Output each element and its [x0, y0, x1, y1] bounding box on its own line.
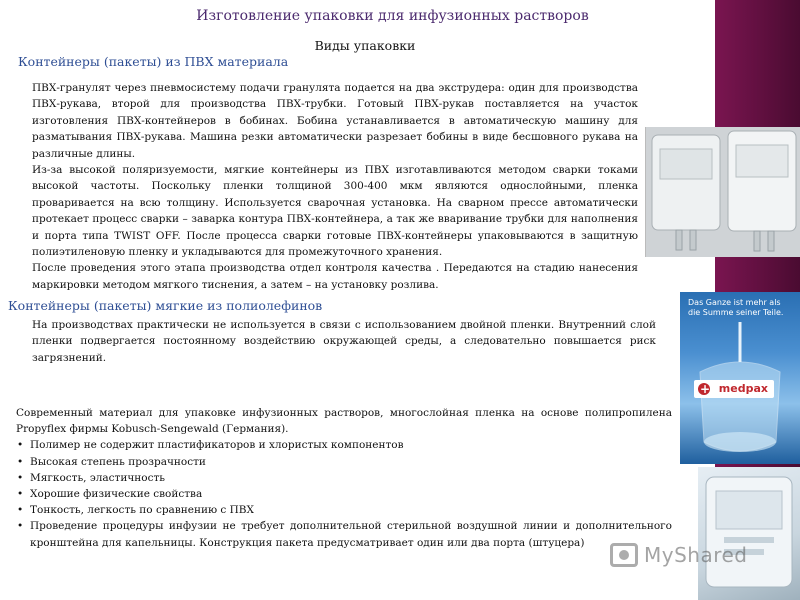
bullet-item: • Проведение процедуры инфузии не требует дополнительной стерильной воздушной линии и дополнительного кронштейна для капельницы. Конструкция пакета предусматривает один или два порта (штуцера) [16, 518, 672, 550]
medpax-advert-photo [680, 292, 800, 464]
modern-material-block [16, 405, 672, 551]
pvc-paragraph: Из-за высокой поляризуемости, мягкие контейнеры из ПВХ изготавливаются методом сварки токами высокой частоты. Поскольку пленки толщиной 300-400 мкм являются однослойными, пленка проваривается на всю толщину. Используется сварочная установка. На сварном прессе автоматически протекает процесс сварки – заварка контура ПВХ-контейнера, а так же вваривание трубки для наполнения и порта типа TWIST OFF. После процесса сварки готовые ПВХ-контейнеры упаковываются в защитную полиэтиленовую пленку и укладываются для промежуточного хранения. [32, 164, 638, 259]
pvc-bags-photo [645, 127, 800, 257]
pvc-text [32, 80, 638, 293]
red-cross-icon [698, 383, 710, 395]
bullet-item: • Полимер не содержит пластификаторов и хлористых компонентов [16, 437, 672, 453]
infusion-bag-photo [698, 467, 800, 600]
pvc-heading: Контейнеры (пакеты) из ПВХ материала [18, 54, 289, 69]
watermark-text: MyShared [644, 543, 748, 567]
polyolefin-text [32, 317, 656, 366]
modern-bullet-list [16, 437, 672, 550]
medpax-caption: Das Ganze ist mehr als die Summe seiner Teile. [688, 298, 784, 317]
medpax-logo-text: medpax [718, 382, 768, 395]
watermark [610, 540, 748, 570]
slide-title: Изготовление упаковки для инфузионных растворов [196, 8, 589, 24]
bullet-item: • Тонкость, легкость по сравнению с ПВХ [16, 502, 672, 518]
pvc-paragraph: После проведения этого этапа производства отдел контроля качества . Передаются на стадию нанесения маркировки методом мягкого тиснения, а затем – на установку розлива. [32, 262, 638, 291]
bullet-item: • Хорошие физические свойства [16, 486, 672, 502]
polyolefin-paragraph: На производствах практически не используется в связи с использованием двойной пленки. Внутренний слой пленки подвергается постоянному воздействию окружающей среды, а следовательно повышается риск загрязнений. [32, 319, 656, 364]
bullet-item: • Высокая степень прозрачности [16, 454, 672, 470]
slide-subtitle: Виды упаковки [314, 38, 416, 53]
iv-bags-illustration [646, 127, 800, 257]
modern-intro: Современный материал для упаковке инфузионных растворов, многослойная пленка на основе полипропилена Propyflex фирмы Kobusch-Sengewald (Германия). [16, 407, 672, 436]
polyolefin-heading: Контейнеры (пакеты) мягкие из полиолефинов [8, 298, 323, 313]
projector-icon [610, 543, 638, 567]
medpax-logo [694, 380, 774, 398]
pvc-paragraph: ПВХ-гранулят через пневмосистему подачи гранулята подается на два экструдера: один для производства ПВХ-рукава, второй для производства ПВХ-трубки. Готовый ПВХ-рукав поставляется на участок изготовления ПВХ-контейнеров в бобинах. Бобина устанавливается в автоматическую машину для разматывания ПВХ-рукава. Машина резки автоматически разрезает бобины в виде бесшовного рукава на различные длины. [32, 82, 638, 160]
iv-bag-illustration [698, 467, 800, 600]
bullet-item: • Мягкость, эластичность [16, 470, 672, 486]
